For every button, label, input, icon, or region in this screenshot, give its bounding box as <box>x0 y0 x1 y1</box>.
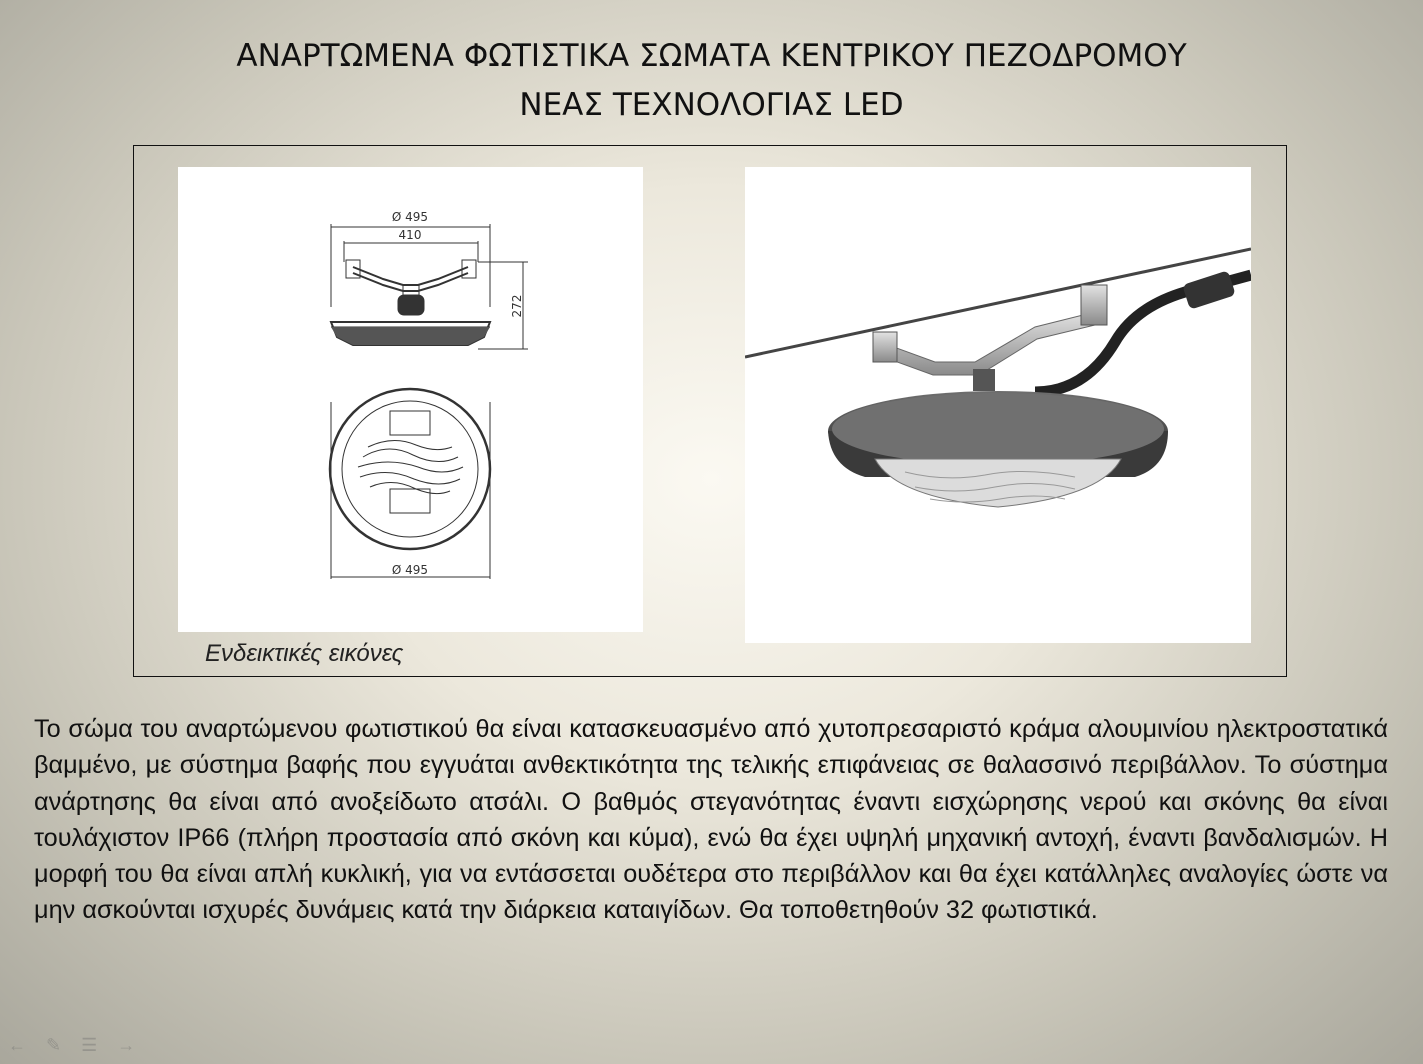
pen-icon[interactable]: ✎ <box>46 1035 62 1055</box>
menu-icon[interactable]: ☰ <box>81 1035 98 1055</box>
luminaire-photo-svg <box>745 167 1251 643</box>
dim-top-outer: Ø 495 <box>391 210 429 224</box>
arrow-left-icon[interactable]: ← <box>8 1035 26 1055</box>
technical-drawing <box>178 167 643 632</box>
dim-top-inner: 410 <box>398 228 422 242</box>
luminaire-drawing-svg <box>178 167 643 632</box>
luminaire-photo <box>745 167 1251 643</box>
images-caption: Ενδεικτικές εικόνες <box>205 640 404 667</box>
slide-title-line1: ΑΝΑΡΤΩΜΕΝΑ ΦΩΤΙΣΤΙΚΑ ΣΩΜΑΤΑ ΚΕΝΤΡΙΚΟΥ ΠΕΖΟΔΡΟΜΟΥ <box>236 38 1187 74</box>
dim-height: 272 <box>510 294 524 318</box>
dim-bottom: Ø 495 <box>391 563 429 577</box>
slideshow-nav <box>8 1035 135 1056</box>
description-paragraph: Το σώμα του αναρτώμενου φωτιστικού θα είναι κατασκευασμένο από χυτοπρεσαριστό κράμα αλουμινίου ηλεκτροστατικά βαμμένο, με σύστημα βαφής που εγγυάται ανθεκτικότητα της τελικής επιφάνειας σε θαλασσινό περιβάλλον. Το σύστημα ανάρτησης θα είναι από ανοξείδωτο ατσάλι. Ο βαθμός στεγανότητας έναντι εισχώρησης νερού και σκόνης θα είναι τουλάχιστον IP66 (πλήρη προστασία από σκόνη και κύμα), ενώ θα έχει υψηλή μηχανική αντοχή, έναντι βανδαλισμών. Η μορφή του θα είναι απλή κυκλική, για να εντάσσεται ουδέτερα στο περιβάλλον και θα έχει κατάλληλες αναλογίες ώστε να μην ασκούνται ισχυρές δυνάμεις κατά την διάρκεια καταιγίδων. Θα τοποθετηθούν 32 φωτιστικά. <box>34 715 1388 925</box>
slide-title-line2: ΝΕΑΣ ΤΕΧΝΟΛΟΓΙΑΣ LED <box>519 87 904 123</box>
arrow-right-icon[interactable]: → <box>117 1035 136 1055</box>
